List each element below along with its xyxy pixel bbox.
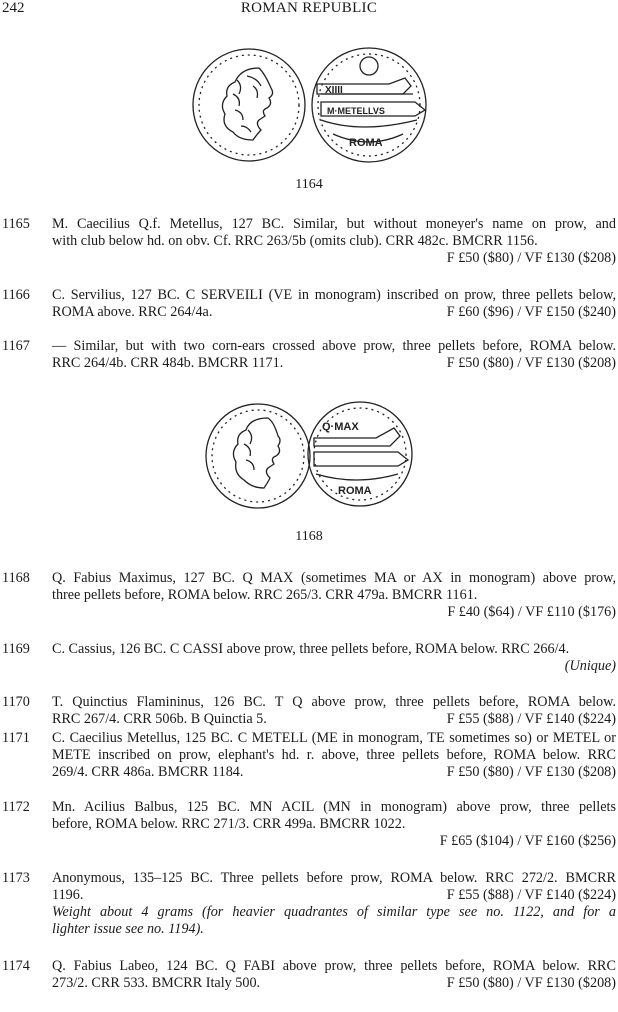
entry-text [52, 730, 616, 781]
entry-line: — Similar, but with two corn-ears crossed above prow, three pellets before, ROMA below. [52, 338, 616, 354]
entry-price: F £50 ($80) / VF £130 ($208) [446, 355, 616, 371]
entry-note: Weight about 4 grams (for heavier quadrantes of similar type see no. 1122, and for a [52, 904, 616, 920]
entry-line: RRC 267/4. CRR 506b. B Quinctia 5. [52, 711, 267, 727]
entry-line: C. Cassius, 126 BC. C CASSI above prow, three pellets before, ROMA below. RRC 266/4. [52, 641, 570, 657]
coin-figure-1164 [0, 46, 618, 193]
entry-line: 269/4. CRR 486a. BMCRR 1184. [52, 764, 244, 780]
entry-text [52, 958, 616, 992]
entry-line: Q. Fabius Maximus, 127 BC. Q MAX (sometimes MA or AX in monogram) above prow, [52, 570, 616, 586]
entry-text [52, 870, 616, 938]
entry-line: C. Caecilius Metellus, 125 BC. C METELL (ME in monogram, TE sometimes so) or METEL or [52, 730, 616, 746]
figure-caption: 1168 [295, 529, 323, 544]
entry-line: Anonymous, 135–125 BC. Three pellets before prow, ROMA below. RRC 272/2. BMCRR [52, 870, 616, 886]
entry-price: F £60 ($96) / VF £150 ($240) [446, 304, 616, 320]
entry-line: RRC 264/4b. CRR 484b. BMCRR 1171. [52, 355, 284, 371]
coin-obverse [206, 404, 310, 508]
entry-number: 1166 [2, 287, 30, 303]
coin-legend-mid: M·METELLVS [327, 106, 385, 116]
entry-note: lighter issue see no. 1194). [52, 921, 204, 937]
entry-text [52, 338, 616, 372]
entry-last-row [52, 975, 616, 992]
entry-line: T. Quinctius Flamininus, 126 BC. T Q above prow, three pellets before, ROMA below. [52, 694, 616, 710]
entry-price: F £50 ($80) / VF £130 ($208) [446, 764, 616, 780]
entry-line: three pellets before, ROMA below. RRC 265/3. CRR 479a. BMCRR 1161. [52, 587, 478, 603]
coin-legend-top: XIIII [325, 85, 343, 96]
entry-line: Q. Fabius Labeo, 124 BC. Q FABI above prow, three pellets before, ROMA below. RRC [52, 958, 616, 974]
entry-last-row [52, 711, 616, 728]
figure-caption: 1164 [295, 177, 323, 192]
coin-obverse [193, 49, 305, 161]
entry-last-row [52, 887, 616, 904]
entry-text [52, 694, 616, 728]
entry-text [52, 287, 616, 321]
coin-legend-top: Q·MAX [322, 421, 359, 433]
entry-number: 1171 [2, 730, 30, 746]
entry-text [52, 641, 616, 675]
entry-price: F £50 ($80) / VF £130 ($208) [446, 975, 616, 991]
entry-line: before, ROMA below. RRC 271/3. CRR 499a. BMCRR 1022. [52, 816, 406, 832]
entry-number: 1169 [2, 641, 30, 657]
entry-number: 1168 [2, 570, 30, 586]
entry-line: Mn. Acilius Balbus, 125 BC. MN ACIL (MN in monogram) above prow, three pellets [52, 799, 616, 815]
entry-text [52, 799, 616, 850]
entry-line: ROMA above. RRC 264/4a. [52, 304, 213, 320]
page-header [0, 0, 618, 20]
entry-line: 273/2. CRR 533. BMCRR Italy 500. [52, 975, 261, 991]
entry-number: 1165 [2, 216, 30, 232]
entry-number: 1172 [2, 799, 30, 815]
running-title: ROMAN REPUBLIC [240, 0, 378, 16]
entry-line: METE inscribed on prow, elephant's hd. r. above, three pellets before, ROMA below. RRC [52, 747, 616, 763]
coin-illustration-1168 [204, 398, 414, 510]
coin-illustration-1164 [189, 46, 429, 164]
entry-price: F £40 ($64) / VF £110 ($176) [447, 604, 616, 620]
page-number: 242 [2, 0, 25, 16]
entry-price: (Unique) [564, 658, 616, 674]
entry-price: F £50 ($80) / VF £130 ($208) [446, 250, 616, 266]
entry-number: 1173 [2, 870, 30, 886]
entry-line: M. Caecilius Q.f. Metellus, 127 BC. Similar, but without moneyer's name on prow, and [52, 216, 616, 232]
entry-last-row [52, 304, 616, 321]
entry-text [52, 570, 616, 621]
entry-price: F £55 ($88) / VF £140 ($224) [446, 887, 616, 903]
coin-figure-1168 [0, 398, 618, 545]
entry-number: 1174 [2, 958, 30, 974]
entry-line: 1196. [52, 887, 84, 903]
entry-last-row [52, 764, 616, 781]
coin-legend-bottom: ROMA [338, 485, 372, 497]
entry-price: F £65 ($104) / VF £160 ($256) [439, 833, 616, 849]
entry-number: 1170 [2, 694, 30, 710]
coin-legend-bottom: ROMA [349, 137, 383, 149]
entry-line: with club below hd. on obv. Cf. RRC 263/5b (omits club). CRR 482c. BMCRR 1156. [52, 233, 538, 249]
entry-price: F £55 ($88) / VF £140 ($224) [446, 711, 616, 727]
entry-line: C. Servilius, 127 BC. C SERVEILI (VE in monogram) inscribed on prow, three pellets below, [52, 287, 616, 303]
entry-text [52, 216, 616, 267]
entry-number: 1167 [2, 338, 30, 354]
entry-last-row [52, 355, 616, 372]
